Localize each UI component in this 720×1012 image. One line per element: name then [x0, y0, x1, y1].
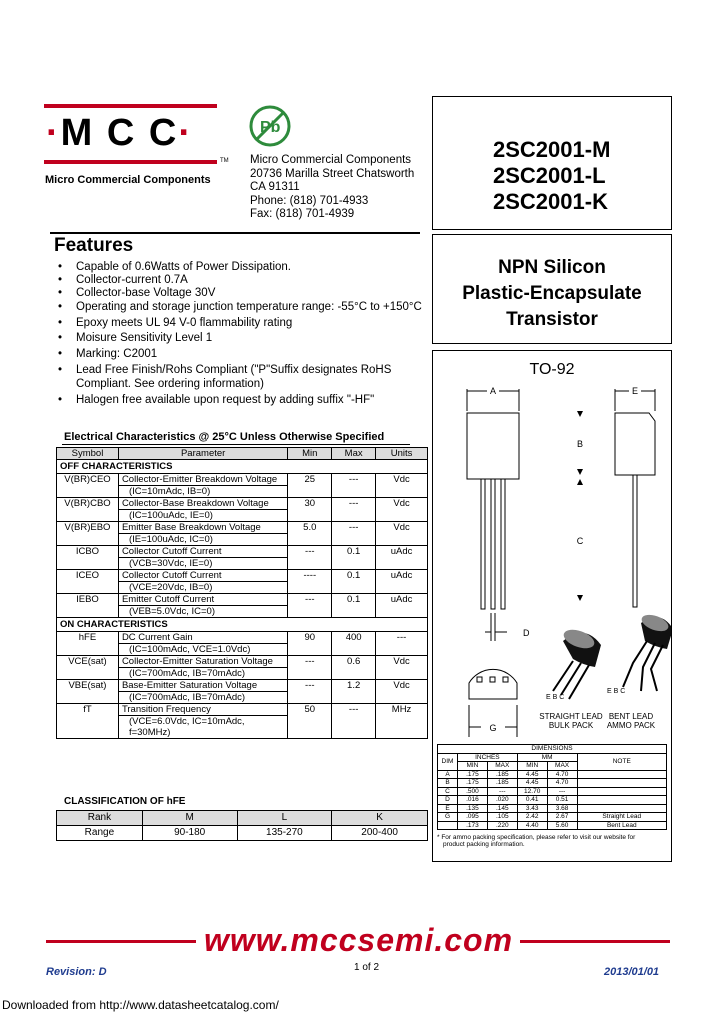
dim-mmax-cell: 4.70 [547, 770, 577, 779]
max-cell: 1.2 [332, 680, 376, 704]
unit-cell: Vdc [376, 656, 428, 680]
rank-m: M [142, 811, 237, 826]
parameter-cell: Collector Cutoff Current [118, 546, 287, 558]
unit-cell: Vdc [376, 498, 428, 522]
dim-imax-cell: .185 [487, 770, 517, 779]
download-note[interactable]: Downloaded from http://www.datasheetcatalog.com/ [2, 998, 279, 1012]
dim-mmin-cell: 4.45 [517, 779, 547, 788]
dimensions-table [437, 744, 667, 830]
label-a: A [489, 386, 497, 396]
part-number-k: 2SC2001-K [493, 189, 608, 214]
parameter-cell: Collector-Base Breakdown Voltage [118, 498, 287, 510]
elec-row [57, 546, 428, 558]
elec-row [57, 570, 428, 582]
test-condition-cell: (IC=10mAdc, IB=0) [118, 486, 287, 498]
parameter-cell: Base-Emitter Saturation Voltage [118, 680, 287, 692]
label-c: C [576, 536, 584, 546]
min-cell: 5.0 [288, 522, 332, 546]
col-min: Min [288, 448, 332, 460]
company-address [250, 154, 414, 222]
label-b: B [576, 439, 584, 449]
test-condition-cell: (VEB=5.0Vdc, IC=0) [118, 606, 287, 618]
dim-mmin-cell: 3.43 [517, 804, 547, 813]
dim-note-cell [577, 770, 666, 779]
symbol-cell: V(BR)CBO [57, 498, 119, 522]
dim-mmin-cell: 4.45 [517, 770, 547, 779]
dim-row [438, 796, 667, 805]
package-box [432, 350, 672, 862]
range-l: 135-270 [237, 826, 332, 841]
mm-max: MAX [547, 762, 577, 771]
symbol-cell: V(BR)CEO [57, 474, 119, 498]
part-number-m: 2SC2001-M [493, 137, 611, 162]
pb-text: Pb [260, 119, 281, 136]
feature-item: • Collector-base Voltage 30V [48, 287, 428, 300]
unit-cell: --- [376, 632, 428, 656]
dim-col: DIM [438, 753, 458, 770]
dim-note-cell [577, 796, 666, 805]
on-characteristics-title: ON CHARACTERISTICS [57, 618, 428, 632]
min-cell: --- [288, 680, 332, 704]
dim-note-cell: Straight Lead [577, 813, 666, 822]
max-cell: --- [332, 704, 376, 739]
elec-table [56, 447, 428, 739]
label-e: E [631, 386, 639, 396]
classification-table [56, 810, 428, 841]
dimensions-title: DIMENSIONS [438, 745, 667, 754]
features-title: Features [54, 235, 134, 256]
dim-mmax-cell: 4.70 [547, 779, 577, 788]
rank-label: Rank [57, 811, 143, 826]
test-condition-cell: (IC=100uAdc, IE=0) [118, 510, 287, 522]
dim-mmax-cell: --- [547, 787, 577, 796]
symbol-cell: ICEO [57, 570, 119, 594]
desc-line2: Plastic-Encapsulate [462, 283, 642, 304]
inches-col: INCHES [457, 753, 517, 762]
unit-cell: Vdc [376, 522, 428, 546]
desc-line3: Transistor [506, 309, 598, 330]
col-max: Max [332, 448, 376, 460]
dim-row [438, 779, 667, 788]
dim-footnote-2: product packing information. [443, 841, 525, 848]
elec-row [57, 680, 428, 692]
straight-caption-1: STRAIGHT LEAD [539, 712, 603, 721]
elec-title-underline [62, 444, 410, 445]
address-line2: 20736 Marilla Street Chatsworth [250, 167, 415, 180]
website-url[interactable]: www.mccsemi.com [204, 922, 514, 958]
dim-dim-cell: C [438, 787, 458, 796]
straight-lead-part [553, 626, 601, 699]
dim-imin-cell: .135 [457, 804, 487, 813]
feature-item: • Operating and storage junction temperature range: -55°C to +150°C [48, 301, 428, 314]
pin-labels-bent: E B C [607, 688, 626, 695]
dim-mmin-cell: 4.40 [517, 821, 547, 830]
bent-caption-1: BENT LEAD [608, 712, 654, 721]
dim-dim-cell: A [438, 770, 458, 779]
dim-note-cell: Bent Lead [577, 821, 666, 830]
min-cell: 50 [288, 704, 332, 739]
dim-row [438, 821, 667, 830]
dim-imin-cell: .175 [457, 779, 487, 788]
dim-note-cell [577, 804, 666, 813]
unit-cell: MHz [376, 704, 428, 739]
test-condition-cell: (IE=100uAdc, IC=0) [118, 534, 287, 546]
description-box [432, 234, 672, 344]
elec-row [57, 704, 428, 716]
parameter-cell: DC Current Gain [118, 632, 287, 644]
dim-imax-cell: .145 [487, 804, 517, 813]
logo-bottom-bar [44, 160, 217, 164]
dim-imax-cell: .105 [487, 813, 517, 822]
part-number-l: 2SC2001-L [493, 163, 606, 188]
col-units: Units [376, 448, 428, 460]
max-cell: 0.6 [332, 656, 376, 680]
min-cell: 25 [288, 474, 332, 498]
feature-item: • Moisure Sensitivity Level 1 [48, 332, 428, 345]
test-condition-cell: (IC=700mAdc, IB=70mAdc) [118, 668, 287, 680]
package-name: TO-92 [529, 361, 575, 378]
col-parameter: Parameter [118, 448, 287, 460]
parameter-cell: Emitter Cutoff Current [118, 594, 287, 606]
dim-mmin-cell: 0.41 [517, 796, 547, 805]
test-condition-cell: (VCE=6.0Vdc, IC=10mAdc, f=30MHz) [118, 716, 287, 739]
mcc-logo: ·M C C· [46, 112, 193, 154]
elec-row [57, 498, 428, 510]
straight-caption-2: BULK PACK [548, 721, 594, 730]
logo-top-bar [44, 104, 217, 108]
dim-imin-cell: .175 [457, 770, 487, 779]
unit-cell: uAdc [376, 546, 428, 570]
dim-note-cell [577, 787, 666, 796]
dim-imin-cell: .173 [457, 821, 487, 830]
pin-labels-straight: E B C [546, 694, 565, 701]
dim-mmax-cell: 0.51 [547, 796, 577, 805]
dim-imax-cell: .185 [487, 779, 517, 788]
max-cell: 400 [332, 632, 376, 656]
inch-max: MAX [487, 762, 517, 771]
pb-free-icon [248, 104, 292, 148]
dim-note-cell [577, 779, 666, 788]
dim-imin-cell: .500 [457, 787, 487, 796]
dim-mmax-cell: 3.68 [547, 804, 577, 813]
symbol-cell: hFE [57, 632, 119, 656]
dim-dim-cell [438, 821, 458, 830]
feature-item: • Capable of 0.6Watts of Power Dissipation. [48, 261, 428, 274]
address-fax: Fax: (818) 701-4939 [250, 208, 355, 220]
range-label: Range [57, 826, 143, 841]
address-line3: CA 91311 [250, 181, 300, 193]
dim-row [438, 787, 667, 796]
dim-mmin-cell: 12.70 [517, 787, 547, 796]
note-col: NOTE [577, 753, 666, 770]
min-cell: 90 [288, 632, 332, 656]
feature-item: • Halogen free available upon request by adding suffix "-HF" [48, 394, 428, 407]
min-cell: --- [288, 594, 332, 618]
address-phone: Phone: (818) 701-4933 [250, 194, 369, 207]
dim-dim-cell: B [438, 779, 458, 788]
range-m: 90-180 [142, 826, 237, 841]
company-tagline: Micro Commercial Components [45, 174, 211, 186]
to92-drawing [433, 351, 671, 743]
inch-min: MIN [457, 762, 487, 771]
range-k: 200-400 [332, 826, 428, 841]
elec-row [57, 632, 428, 644]
feature-item: • Lead Free Finish/Rohs Compliant ("P"Suffix designates RoHS Compliant. See ordering information) [48, 364, 428, 390]
part-number-box [432, 96, 672, 230]
mm-min: MIN [517, 762, 547, 771]
symbol-cell: VBE(sat) [57, 680, 119, 704]
dim-imin-cell: .095 [457, 813, 487, 822]
dim-imax-cell: --- [487, 787, 517, 796]
min-cell: ---- [288, 570, 332, 594]
elec-row [57, 522, 428, 534]
test-condition-cell: (IC=700mAdc, IB=70mAdc) [118, 692, 287, 704]
bent-caption-2: AMMO PACK [606, 721, 656, 730]
feature-item: • Epoxy meets UL 94 V-0 flammability rating [48, 317, 428, 330]
dim-mmax-cell: 2.67 [547, 813, 577, 822]
classification-title: CLASSIFICATION OF hFE [64, 796, 186, 807]
revision: Revision: D [46, 966, 107, 978]
mm-col: MM [517, 753, 577, 762]
unit-cell: Vdc [376, 680, 428, 704]
date: 2013/01/01 [604, 966, 660, 978]
unit-cell: uAdc [376, 570, 428, 594]
elec-row [57, 594, 428, 606]
min-cell: --- [288, 546, 332, 570]
feature-item: • Marking: C2001 [48, 348, 428, 361]
off-characteristics-title: OFF CHARACTERISTICS [57, 460, 428, 474]
test-condition-cell: (VCB=30Vdc, IE=0) [118, 558, 287, 570]
dim-footnote-1: * For ammo packing specification, please refer to visit our website for [437, 834, 636, 841]
symbol-cell: VCE(sat) [57, 656, 119, 680]
parameter-cell: Collector Cutoff Current [118, 570, 287, 582]
dim-imax-cell: .220 [487, 821, 517, 830]
unit-cell: uAdc [376, 594, 428, 618]
front-view [467, 389, 519, 641]
elec-row [57, 474, 428, 486]
rank-l: L [237, 811, 332, 826]
dim-dim-cell: D [438, 796, 458, 805]
elec-title: Electrical Characteristics @ 25°C Unless Otherwise Specified [64, 431, 385, 443]
dim-row [438, 770, 667, 779]
symbol-cell: fT [57, 704, 119, 739]
dim-row [438, 813, 667, 822]
max-cell: --- [332, 522, 376, 546]
page-number: 1 of 2 [354, 962, 380, 973]
dim-dim-cell: G [438, 813, 458, 822]
col-symbol: Symbol [57, 448, 119, 460]
address-line1: Micro Commercial Components [250, 154, 412, 166]
features-list [48, 261, 428, 407]
parameter-cell: Collector-Emitter Saturation Voltage [118, 656, 287, 668]
test-condition-cell: (VCE=20Vdc, IB=0) [118, 582, 287, 594]
min-cell: --- [288, 656, 332, 680]
dim-row [438, 804, 667, 813]
dim-mmin-cell: 2.42 [517, 813, 547, 822]
symbol-cell: V(BR)EBO [57, 522, 119, 546]
parameter-cell: Transition Frequency [118, 704, 287, 716]
max-cell: --- [332, 498, 376, 522]
elec-row [57, 656, 428, 668]
label-g: G [489, 723, 497, 733]
min-cell: 30 [288, 498, 332, 522]
logo-tm: TM [220, 158, 229, 164]
dim-imax-cell: .020 [487, 796, 517, 805]
test-condition-cell: (IC=100mAdc, VCE=1.0Vdc) [118, 644, 287, 656]
dim-mmax-cell: 5.60 [547, 821, 577, 830]
parameter-cell: Collector-Emitter Breakdown Voltage [118, 474, 287, 486]
feature-item: • Collector-current 0.7A [48, 274, 428, 287]
dim-imin-cell: .016 [457, 796, 487, 805]
max-cell: 0.1 [332, 570, 376, 594]
side-view [615, 389, 655, 607]
dim-dim-cell: E [438, 804, 458, 813]
unit-cell: Vdc [376, 474, 428, 498]
parameter-cell: Emitter Base Breakdown Voltage [118, 522, 287, 534]
desc-line1: NPN Silicon [498, 257, 606, 278]
bent-lead-part [623, 612, 671, 691]
max-cell: --- [332, 474, 376, 498]
max-cell: 0.1 [332, 546, 376, 570]
max-cell: 0.1 [332, 594, 376, 618]
footer-bar-left [46, 940, 196, 943]
rank-k: K [332, 811, 428, 826]
features-underline [50, 232, 420, 234]
label-d: D [523, 628, 530, 638]
symbol-cell: ICBO [57, 546, 119, 570]
symbol-cell: IEBO [57, 594, 119, 618]
footer-bar-right [520, 940, 670, 943]
